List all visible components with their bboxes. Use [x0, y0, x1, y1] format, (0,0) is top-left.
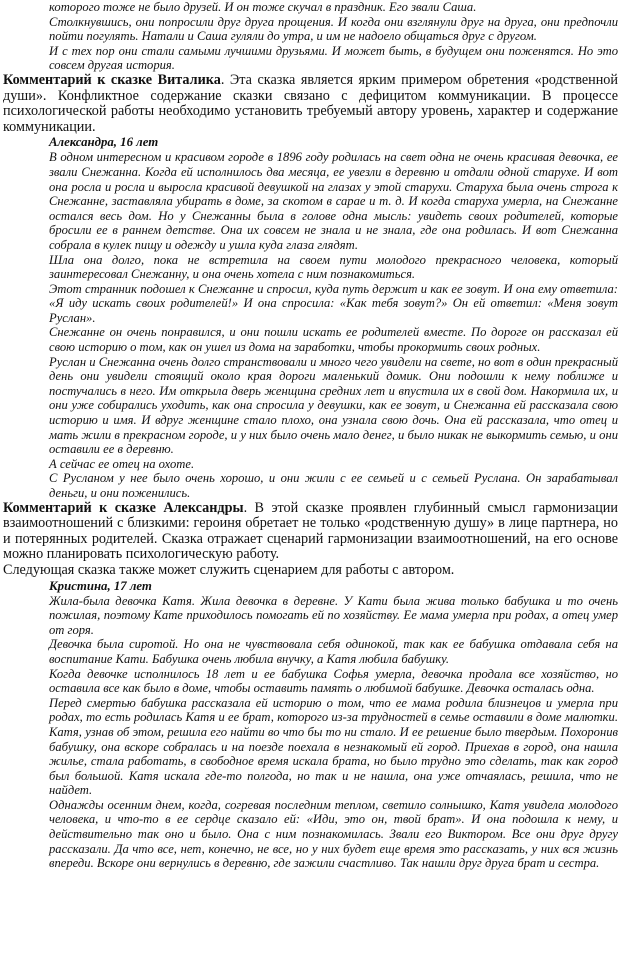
comment-text: . В этой сказке проявлен глубинный смысл гармонизации взаимоотношений с близкими: героиня обретает не только «родственную душу» в лице партнера, но и потерянных родителей. Сказка отражает сценарий гармонизации взаимоотношений, на его основе можно планировать психологическую работу.	[3, 499, 618, 563]
story-author: Александра, 16 лет	[49, 135, 159, 150]
comment-heading: Комментарий к сказке Александры	[3, 499, 244, 516]
story-paragraph: Этот странник подошел к Снежанне и спросил, куда путь держит и как ее зовут. И она ему ответила: «Я иду искать своих родителей!» И она спросила: «Как тебя зовут?» Он ей ответил: «Меня зовут Руслан».	[49, 281, 618, 325]
story-paragraph: Когда девочке исполнилось 18 лет и ее бабушка Софья умерла, девочка продала все хозяйство, но оставила все как было в доме, чтобы оставить память о любимой бабушке. Девочка осталась одна.	[49, 666, 618, 696]
comment-heading: Комментарий к сказке Виталика	[3, 71, 221, 88]
story-paragraph: Жила-была девочка Катя. Жила девочка в деревне. У Кати была жива только бабушка и то очень пожилая, поэтому Кате приходилось помогать ей по хозяйству. Ее мама умерла при родах, а отец умер от горя.	[49, 593, 618, 637]
story-paragraph: Однажды осенним днем, когда, согревая последним теплом, светило солнышко, Катя увидела молодого человека, и что-то в ее сердце сказало ей: «Иди, это он, твой брат». И она подошла к нему, и действительно так оно и было. Она с ним познакомилась. Звали его Виктором. Все они друг другу рассказали. Да что все, нет, конечно, не все, но у них будет еще время это рассказать, у них вся жизнь впереди. Вскоре они вернулись в деревню, где зажили счастливо. Так нашли друг друга брат и сестра.	[49, 797, 618, 871]
story-paragraph: А сейчас ее отец на охоте.	[49, 456, 195, 471]
intro-line: Следующая сказка также может служить сценарием для работы с автором.	[3, 561, 455, 578]
story-paragraph: Шла она долго, пока не встретила на своем пути молодого прекрасного человека, который заинтересовал Снежанну, и она очень хотела с ним познакомиться.	[49, 252, 618, 282]
story-paragraph: В одном интересном и красивом городе в 1896 году родилась на свет одна не очень красивая девочка, ее звали Снежанна. Когда ей исполнилось два месяца, ее увезли в деревню и отдали одной старухе. И вот она росла и росла и выросла красивой девушкой на глазах у этой старухи. Старуха была очень строга к Снежанне, заставляла убирать в доме, за скотом в сарае и т. д. И когда старуха умерла, на Снежанне остался весь дом. Но у Снежанны была в голове одна мысль: увидеть своих родителей, которые бросили ее в раннем детстве. Она их совсем не знала и не знала, где она родилась. И вот Снежанна собрала в кулек пищу и одежду и ушла куда глаза глядят.	[49, 150, 618, 252]
story-kristina	[49, 594, 618, 871]
comment-vitalik	[3, 73, 618, 135]
story-paragraph: Снежанне он очень понравился, и они пошли искать ее родителей вместе. По дороге он рассказал ей свою историю о том, как он ушел из дома на заработки, чтобы прокормить своих родных.	[49, 325, 618, 355]
story-author: Кристина, 17 лет	[49, 578, 152, 593]
story-natali-continuation	[49, 0, 618, 73]
story-paragraph: Столкнувшись, они попросили друг друга прощения. И когда они взглянули друг на друга, они предпочли пойти погулять. Натали и Саша гуляли до утра, и им не надоело общаться друг с другом.	[49, 14, 618, 44]
story-aleksandra	[49, 150, 618, 500]
story-paragraph: которого тоже не было друзей. И он тоже скучал в праздник. Его звали Саша.	[49, 0, 477, 14]
comment-aleksandra	[3, 501, 618, 563]
story-paragraph: И с тех пор они стали самыми лучшими друзьями. И может быть, в будущем они поженятся. Но это совсем другая история.	[49, 43, 618, 73]
story-paragraph: Перед смертью бабушка рассказала ей историю о том, что ее мама родила близнецов и умерла при родах, то есть родилась Катя и ее брат, которого из-за трудностей в семье оставили в доме малютки. Катя, узнав об этом, решила его найти во что бы то ни стало. И ее решение было твердым. Похоронив бабушку, она вскоре собралась и на поезде поехала в незнакомый ей город. Приехав в город, она нашла жилье, стала работать, в свободное время искала брата, но было трудно это сделать, так как город был большой. Катя искала где-то полгода, но так и не нашла, она уже отчаялась, решила, что не найдет.	[49, 695, 618, 798]
story-paragraph: Руслан и Снежанна очень долго странствовали и много чего увидели на свете, но вот в один прекрасный день они увидели стоящий около края дороги маленький домик. Они подошли к нему поближе и постучались в него. Им открыла дверь женщина средних лет и впустила их в свой дом. Накормила их, и они уже собирались уходить, как она спросила у девушки, как ее зовут, и Снежанна ей рассказала свою историю и имя. И вдруг женщине стало плохо, она узнала свою дочь. Она ей рассказала, что отец и мать жили в прекрасном городе, и у них было очень мало денег, и было никак не выкормить семью, и они оставили ее в деревню.	[49, 354, 618, 457]
comment-text: . Эта сказка является ярким примером обретения «родственной души». Конфликтное содержание сказки связано с дефицитом коммуникации. В процессе психологической работы необходимо установить требуемый автору уровень, характер и содержание коммуникации.	[3, 71, 618, 135]
story-paragraph: С Русланом у нее было очень хорошо, и они жили с ее семьей и с семьей Руслана. Он зарабатывал деньги, и они поженились.	[49, 471, 618, 500]
story-paragraph: Девочка была сиротой. Но она не чувствовала себя одинокой, так как ее бабушка отдавала себя на воспитание Кати. Бабушка очень любила внучку, а Катя любила бабушку.	[49, 637, 618, 666]
